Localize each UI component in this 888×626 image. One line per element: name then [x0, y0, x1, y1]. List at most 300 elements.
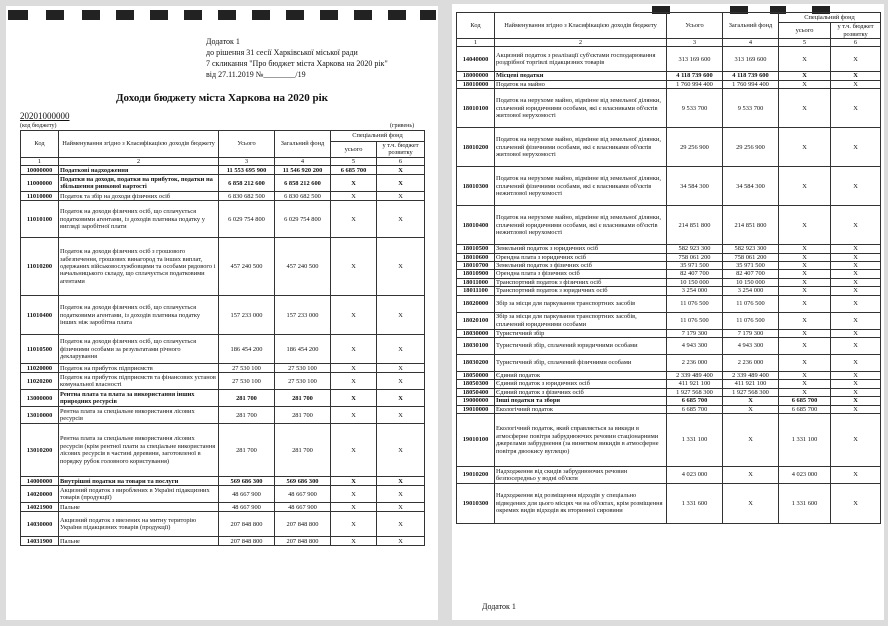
row-name: Податок на майно: [495, 80, 667, 88]
row-name: Податок на доходи фізичних осіб, що сплачується фізичними особами за результатами річного декларування: [59, 335, 219, 364]
row-development-budget: Х: [831, 278, 881, 286]
row-special-fund: Х: [779, 355, 831, 372]
row-total: 1 927 568 300: [667, 388, 723, 396]
row-special-fund: Х: [779, 72, 831, 80]
row-development-budget: Х: [831, 167, 881, 206]
row-code: 11010400: [21, 296, 59, 335]
row-special-fund: Х: [779, 287, 831, 295]
row-code: 14021900: [21, 503, 59, 512]
row-total: 6 685 700: [667, 405, 723, 413]
row-total: 157 233 000: [219, 296, 275, 335]
col-general-header: Загальний фонд: [723, 13, 779, 39]
row-code: 18010100: [457, 89, 495, 128]
row-development-budget: Х: [831, 245, 881, 253]
row-special-fund: Х: [779, 245, 831, 253]
row-development-budget: Х: [377, 166, 425, 175]
table-row: [457, 467, 881, 484]
row-special-fund: Х: [779, 128, 831, 167]
row-general-fund: 29 256 900: [723, 128, 779, 167]
header-line: 7 скликання "Про бюджет міста Харкова на 2020 рік": [206, 59, 388, 68]
row-development-budget: Х: [377, 537, 425, 546]
row-development-budget: Х: [377, 390, 425, 407]
row-total: 758 061 200: [667, 253, 723, 261]
row-total: 207 848 800: [219, 512, 275, 537]
row-total: 34 584 300: [667, 167, 723, 206]
row-total: 27 530 100: [219, 364, 275, 373]
row-code: 19010000: [457, 405, 495, 413]
row-development-budget: Х: [831, 206, 881, 245]
redaction-bar: [150, 10, 168, 20]
row-code: 18030200: [457, 355, 495, 372]
row-development-budget: Х: [377, 486, 425, 503]
row-name: Екологічний податок: [495, 405, 667, 413]
row-total: 48 667 900: [219, 503, 275, 512]
row-development-budget: Х: [377, 407, 425, 424]
row-total: 2 236 000: [667, 355, 723, 372]
row-development-budget: Х: [831, 397, 881, 405]
row-total: 214 851 800: [667, 206, 723, 245]
row-general-fund: 35 971 500: [723, 262, 779, 270]
col-special-total-header: усього: [331, 142, 377, 158]
row-general-fund: 6 830 682 500: [275, 192, 331, 201]
row-development-budget: Х: [831, 355, 881, 372]
row-code: 18020000: [457, 295, 495, 312]
code-note: (код бюджету): [20, 123, 57, 129]
row-development-budget: Х: [831, 372, 881, 380]
row-name: Податок на нерухоме майно, відмінне від земельної ділянки, сплачений юридичними особами, які є власниками об'єктів нежитлової нерухомості: [495, 206, 667, 245]
row-name: Туристичний збір, сплачений юридичними особами: [495, 338, 667, 355]
row-development-budget: Х: [377, 335, 425, 364]
row-name: Акцизний податок з реалізації суб'єктами господарювання роздрібної торгівлі підакцизних товарів: [495, 47, 667, 72]
row-development-budget: Х: [831, 295, 881, 312]
row-code: 18030100: [457, 338, 495, 355]
footer-note: Додаток 1: [482, 602, 516, 611]
row-code: 19010100: [457, 414, 495, 467]
budget-code: 20201000000: [20, 111, 70, 121]
col-special-dev-header: у т.ч. бюджет розвитку: [831, 23, 881, 39]
row-development-budget: Х: [377, 192, 425, 201]
row-general-fund: 758 061 200: [723, 253, 779, 261]
row-general-fund: Х: [723, 405, 779, 413]
redaction-bar: [320, 10, 338, 20]
row-special-fund: Х: [779, 278, 831, 286]
row-special-fund: Х: [779, 338, 831, 355]
row-name: Пальне: [59, 537, 219, 546]
col-number: 2: [495, 39, 667, 47]
row-general-fund: 207 848 800: [275, 537, 331, 546]
row-development-budget: Х: [831, 338, 881, 355]
table-row: [457, 47, 881, 72]
row-general-fund: 34 584 300: [723, 167, 779, 206]
redaction-bar: [388, 10, 406, 20]
col-total-header: Усього: [219, 131, 275, 158]
row-code: 11010200: [21, 238, 59, 296]
row-total: 1 760 994 400: [667, 80, 723, 88]
row-general-fund: Х: [723, 397, 779, 405]
row-development-budget: Х: [831, 47, 881, 72]
redaction-bar: [354, 10, 372, 20]
table-row: [457, 484, 881, 524]
row-special-fund: 6 685 700: [331, 166, 377, 175]
row-name: Податок та збір на доходи фізичних осіб: [59, 192, 219, 201]
table-row: [21, 390, 425, 407]
row-name: Рентна плата за спеціальне використання лісових ресурсів: [59, 407, 219, 424]
row-development-budget: Х: [831, 414, 881, 467]
row-special-fund: Х: [331, 390, 377, 407]
row-total: 27 530 100: [219, 373, 275, 390]
row-code: 18011000: [457, 278, 495, 286]
row-general-fund: 1 760 994 400: [723, 80, 779, 88]
row-name: Земельний податок з фізичних осіб: [495, 262, 667, 270]
row-general-fund: 2 236 000: [723, 355, 779, 372]
row-name: Податок на доходи фізичних осіб, що сплачується податковими агентами, із доходів платника податку у вигляді заробітної плати: [59, 201, 219, 238]
row-code: 14040000: [457, 47, 495, 72]
row-general-fund: 313 169 600: [723, 47, 779, 72]
row-name: Земельний податок з юридичних осіб: [495, 245, 667, 253]
row-code: 11000000: [21, 175, 59, 192]
table-row: [457, 72, 881, 80]
row-development-budget: Х: [831, 287, 881, 295]
col-special-total-header: усього: [779, 23, 831, 39]
row-name: Податки на доходи, податки на прибуток, податки на збільшення ринкової вартості: [59, 175, 219, 192]
row-general-fund: Х: [723, 414, 779, 467]
row-name: Акцизний податок з вироблених в Україні підакцизних товарів (продукції): [59, 486, 219, 503]
row-total: 281 700: [219, 407, 275, 424]
row-name: Транспортний податок з фізичних осіб: [495, 278, 667, 286]
row-name: Єдиний податок з фізичних осіб: [495, 388, 667, 396]
row-code: 13010000: [21, 407, 59, 424]
row-general-fund: 3 254 000: [723, 287, 779, 295]
table-row: [21, 296, 425, 335]
col-number: 6: [377, 157, 425, 165]
header-line: до рішення 31 сесії Харківської міської ради: [206, 48, 358, 57]
row-special-fund: Х: [331, 335, 377, 364]
table-row: [21, 424, 425, 477]
row-code: 11020000: [21, 364, 59, 373]
row-total: 4 023 000: [667, 467, 723, 484]
row-general-fund: 569 686 300: [275, 477, 331, 486]
table-row: [457, 128, 881, 167]
table-body: [457, 47, 881, 524]
row-name: Туристичний збір: [495, 329, 667, 337]
row-total: 313 169 600: [667, 47, 723, 72]
row-total: 3 254 000: [667, 287, 723, 295]
row-total: 207 848 800: [219, 537, 275, 546]
row-name: Збір за місця для паркування транспортних засобів, сплачений юридичними особами: [495, 312, 667, 329]
left-page: [6, 6, 438, 620]
table-row: [457, 372, 881, 380]
row-special-fund: 1 331 100: [779, 414, 831, 467]
row-code: 18011100: [457, 287, 495, 295]
row-name: Пальне: [59, 503, 219, 512]
row-special-fund: Х: [779, 80, 831, 88]
row-development-budget: Х: [377, 175, 425, 192]
col-number: 5: [331, 157, 377, 165]
redaction-bar: [218, 10, 236, 20]
row-name: Рентна плата та плата за використання інших природних ресурсів: [59, 390, 219, 407]
table-row: [457, 380, 881, 388]
table-row: [21, 166, 425, 175]
row-name: Надходження від розміщення відходів у спеціально відведених для цього місцях чи на об'єктах, крім розміщення окремих видів відходів як вторинної сировини: [495, 484, 667, 524]
table-row: [457, 89, 881, 128]
row-special-fund: Х: [779, 380, 831, 388]
col-special-dev-header: у т.ч. бюджет розвитку: [377, 142, 425, 158]
row-special-fund: Х: [779, 167, 831, 206]
appendix-header: [206, 36, 434, 80]
row-special-fund: 6 685 700: [779, 397, 831, 405]
row-development-budget: Х: [831, 262, 881, 270]
table-row: [457, 270, 881, 278]
header-line: від 27.11.2019 №________/19: [206, 70, 306, 79]
table-row: [21, 512, 425, 537]
row-total: 411 921 100: [667, 380, 723, 388]
row-general-fund: 214 851 800: [723, 206, 779, 245]
row-development-budget: Х: [377, 503, 425, 512]
table-body: [21, 166, 425, 546]
row-code: 14031900: [21, 537, 59, 546]
row-total: 29 256 900: [667, 128, 723, 167]
row-total: 4 943 300: [667, 338, 723, 355]
row-general-fund: 411 921 100: [723, 380, 779, 388]
row-code: 18000000: [457, 72, 495, 80]
row-special-fund: Х: [331, 373, 377, 390]
table-row: [457, 80, 881, 88]
row-name: Акцизний податок з ввезених на митну територію України підакцизних товарів (продукції): [59, 512, 219, 537]
col-number: 3: [219, 157, 275, 165]
row-general-fund: 27 530 100: [275, 364, 331, 373]
col-total-header: Усього: [667, 13, 723, 39]
row-special-fund: Х: [779, 206, 831, 245]
col-name-header: Найменування згідно з Класифікацією доходів бюджету: [495, 13, 667, 39]
row-total: 1 331 600: [667, 484, 723, 524]
row-total: 1 331 100: [667, 414, 723, 467]
row-code: 14020000: [21, 486, 59, 503]
redaction-bar: [46, 10, 64, 20]
row-development-budget: Х: [831, 270, 881, 278]
row-total: 11 076 500: [667, 295, 723, 312]
row-special-fund: Х: [779, 47, 831, 72]
row-total: 186 454 200: [219, 335, 275, 364]
right-page: [452, 4, 884, 620]
header-line: Додаток 1: [206, 37, 240, 46]
row-development-budget: Х: [831, 72, 881, 80]
row-code: 18050300: [457, 380, 495, 388]
redaction-bar: [286, 10, 304, 20]
row-total: 6 029 754 800: [219, 201, 275, 238]
table-row: [21, 477, 425, 486]
row-total: 7 179 300: [667, 329, 723, 337]
row-total: 4 118 739 600: [667, 72, 723, 80]
row-general-fund: 11 546 920 200: [275, 166, 331, 175]
table-row: [21, 537, 425, 546]
row-total: 457 240 500: [219, 238, 275, 296]
row-development-budget: Х: [831, 484, 881, 524]
row-name: Рентна плата за спеціальне використання лісових ресурсів (крім рентної плати за спеціальне використання лісових ресурсів в частині деревини, заготовленої в порядку рубок головного користування): [59, 424, 219, 477]
table-row: [457, 167, 881, 206]
row-special-fund: Х: [779, 295, 831, 312]
row-code: 18010600: [457, 253, 495, 261]
row-special-fund: Х: [331, 477, 377, 486]
row-special-fund: Х: [331, 364, 377, 373]
row-code: 14000000: [21, 477, 59, 486]
row-general-fund: 7 179 300: [723, 329, 779, 337]
row-name: Транспортний податок з юридичних осіб: [495, 287, 667, 295]
row-development-budget: Х: [831, 128, 881, 167]
row-name: Єдиний податок: [495, 372, 667, 380]
row-general-fund: 48 667 900: [275, 486, 331, 503]
row-code: 18010000: [457, 80, 495, 88]
col-name-header: Найменування згідно з Класифікацією доходів бюджету: [59, 131, 219, 158]
row-development-budget: Х: [377, 238, 425, 296]
row-special-fund: Х: [331, 175, 377, 192]
row-special-fund: Х: [331, 407, 377, 424]
row-name: Податок на нерухоме майно, відмінне від земельної ділянки, сплачений фізичними особами, які є власниками об'єктів житлової нерухомості: [495, 128, 667, 167]
table-row: [457, 287, 881, 295]
row-general-fund: 582 923 300: [723, 245, 779, 253]
row-development-budget: Х: [377, 364, 425, 373]
row-name: Надходження від скидів забруднюючих речовин безпосередньо у водні об'єкти: [495, 467, 667, 484]
row-name: Єдиний податок з юридичних осіб: [495, 380, 667, 388]
row-special-fund: Х: [779, 262, 831, 270]
page-title: Доходи бюджету міста Харкова на 2020 рік: [115, 92, 328, 104]
row-total: 582 923 300: [667, 245, 723, 253]
table-row: [457, 312, 881, 329]
row-general-fund: 281 700: [275, 407, 331, 424]
table-row: [21, 486, 425, 503]
row-special-fund: Х: [779, 253, 831, 261]
row-name: Орендна плата з юридичних осіб: [495, 253, 667, 261]
row-special-fund: Х: [331, 512, 377, 537]
row-development-budget: Х: [831, 380, 881, 388]
row-general-fund: 281 700: [275, 424, 331, 477]
row-name: Податок на прибуток підприємств: [59, 364, 219, 373]
row-total: 82 407 700: [667, 270, 723, 278]
row-code: 19010300: [457, 484, 495, 524]
row-total: 6 685 700: [667, 397, 723, 405]
row-development-budget: Х: [377, 512, 425, 537]
row-code: 11010000: [21, 192, 59, 201]
row-code: 18050000: [457, 372, 495, 380]
row-total: 11 553 695 900: [219, 166, 275, 175]
row-code: 18030000: [457, 329, 495, 337]
row-development-budget: Х: [377, 201, 425, 238]
table-row: [457, 405, 881, 413]
redaction-bar: [8, 10, 28, 20]
row-special-fund: Х: [779, 372, 831, 380]
row-general-fund: 48 667 900: [275, 503, 331, 512]
table-row: [457, 278, 881, 286]
row-total: 6 830 682 500: [219, 192, 275, 201]
row-development-budget: Х: [377, 373, 425, 390]
row-total: 11 076 500: [667, 312, 723, 329]
col-general-header: Загальний фонд: [275, 131, 331, 158]
row-general-fund: 6 858 212 600: [275, 175, 331, 192]
col-special-header: Спеціальний фонд: [779, 13, 881, 23]
row-general-fund: 11 076 500: [723, 295, 779, 312]
table-row: [21, 201, 425, 238]
table-row: [21, 335, 425, 364]
unit-note: (гривень): [390, 123, 415, 129]
row-special-fund: 6 685 700: [779, 405, 831, 413]
row-general-fund: 2 339 489 400: [723, 372, 779, 380]
col-number: 4: [723, 39, 779, 47]
row-development-budget: Х: [377, 424, 425, 477]
table-row: [21, 503, 425, 512]
row-general-fund: 4 943 300: [723, 338, 779, 355]
row-development-budget: Х: [831, 89, 881, 128]
row-special-fund: Х: [331, 238, 377, 296]
row-general-fund: Х: [723, 484, 779, 524]
row-special-fund: Х: [331, 201, 377, 238]
row-code: 11020200: [21, 373, 59, 390]
table-row: [457, 245, 881, 253]
table-row: [457, 253, 881, 261]
col-number: 4: [275, 157, 331, 165]
row-general-fund: 6 029 754 800: [275, 201, 331, 238]
row-code: 14030000: [21, 512, 59, 537]
row-special-fund: Х: [331, 296, 377, 335]
table-row: [457, 206, 881, 245]
row-code: 19000000: [457, 397, 495, 405]
row-name: Податок на доходи фізичних осіб, що сплачується податковими агентами, із доходів платника податку інших ніж заробітна плата: [59, 296, 219, 335]
revenue-table-right: [456, 12, 881, 524]
row-special-fund: 4 023 000: [779, 467, 831, 484]
row-code: 11010500: [21, 335, 59, 364]
row-code: 10000000: [21, 166, 59, 175]
row-special-fund: Х: [779, 388, 831, 396]
row-development-budget: Х: [831, 329, 881, 337]
table-row: [21, 238, 425, 296]
row-total: 281 700: [219, 390, 275, 407]
table-row: [21, 192, 425, 201]
row-special-fund: Х: [331, 503, 377, 512]
row-development-budget: Х: [831, 253, 881, 261]
row-code: 18010200: [457, 128, 495, 167]
row-name: Орендна плата з фізичних осіб: [495, 270, 667, 278]
row-total: 35 971 500: [667, 262, 723, 270]
row-development-budget: Х: [831, 312, 881, 329]
table-row: [21, 407, 425, 424]
col-number: 1: [457, 39, 495, 47]
row-general-fund: 11 076 500: [723, 312, 779, 329]
row-total: 48 667 900: [219, 486, 275, 503]
row-general-fund: 207 848 800: [275, 512, 331, 537]
row-general-fund: 281 700: [275, 390, 331, 407]
row-code: 18020100: [457, 312, 495, 329]
row-code: 18010300: [457, 167, 495, 206]
row-code: 18010400: [457, 206, 495, 245]
revenue-table-left: [20, 130, 425, 546]
row-special-fund: Х: [779, 89, 831, 128]
table-row: [457, 388, 881, 396]
row-code: 19010200: [457, 467, 495, 484]
row-name: Податок на доходи фізичних осіб з грошового забезпечення, грошових винагород та інших виплат, одержаних військовослужбовцями та особами рядового і начальницького складу, що сплачується податковими агентами: [59, 238, 219, 296]
table-row: [21, 373, 425, 390]
table-row: [21, 364, 425, 373]
table-row: [457, 355, 881, 372]
row-name: Податкові надходження: [59, 166, 219, 175]
col-code-header: Код: [457, 13, 495, 39]
row-total: 10 150 000: [667, 278, 723, 286]
col-number: 5: [779, 39, 831, 47]
row-code: 13000000: [21, 390, 59, 407]
row-development-budget: Х: [831, 388, 881, 396]
col-special-header: Спеціальний фонд: [331, 131, 425, 142]
row-total: 2 339 489 400: [667, 372, 723, 380]
row-special-fund: Х: [331, 192, 377, 201]
row-development-budget: Х: [831, 80, 881, 88]
row-name: Інші податки та збори: [495, 397, 667, 405]
